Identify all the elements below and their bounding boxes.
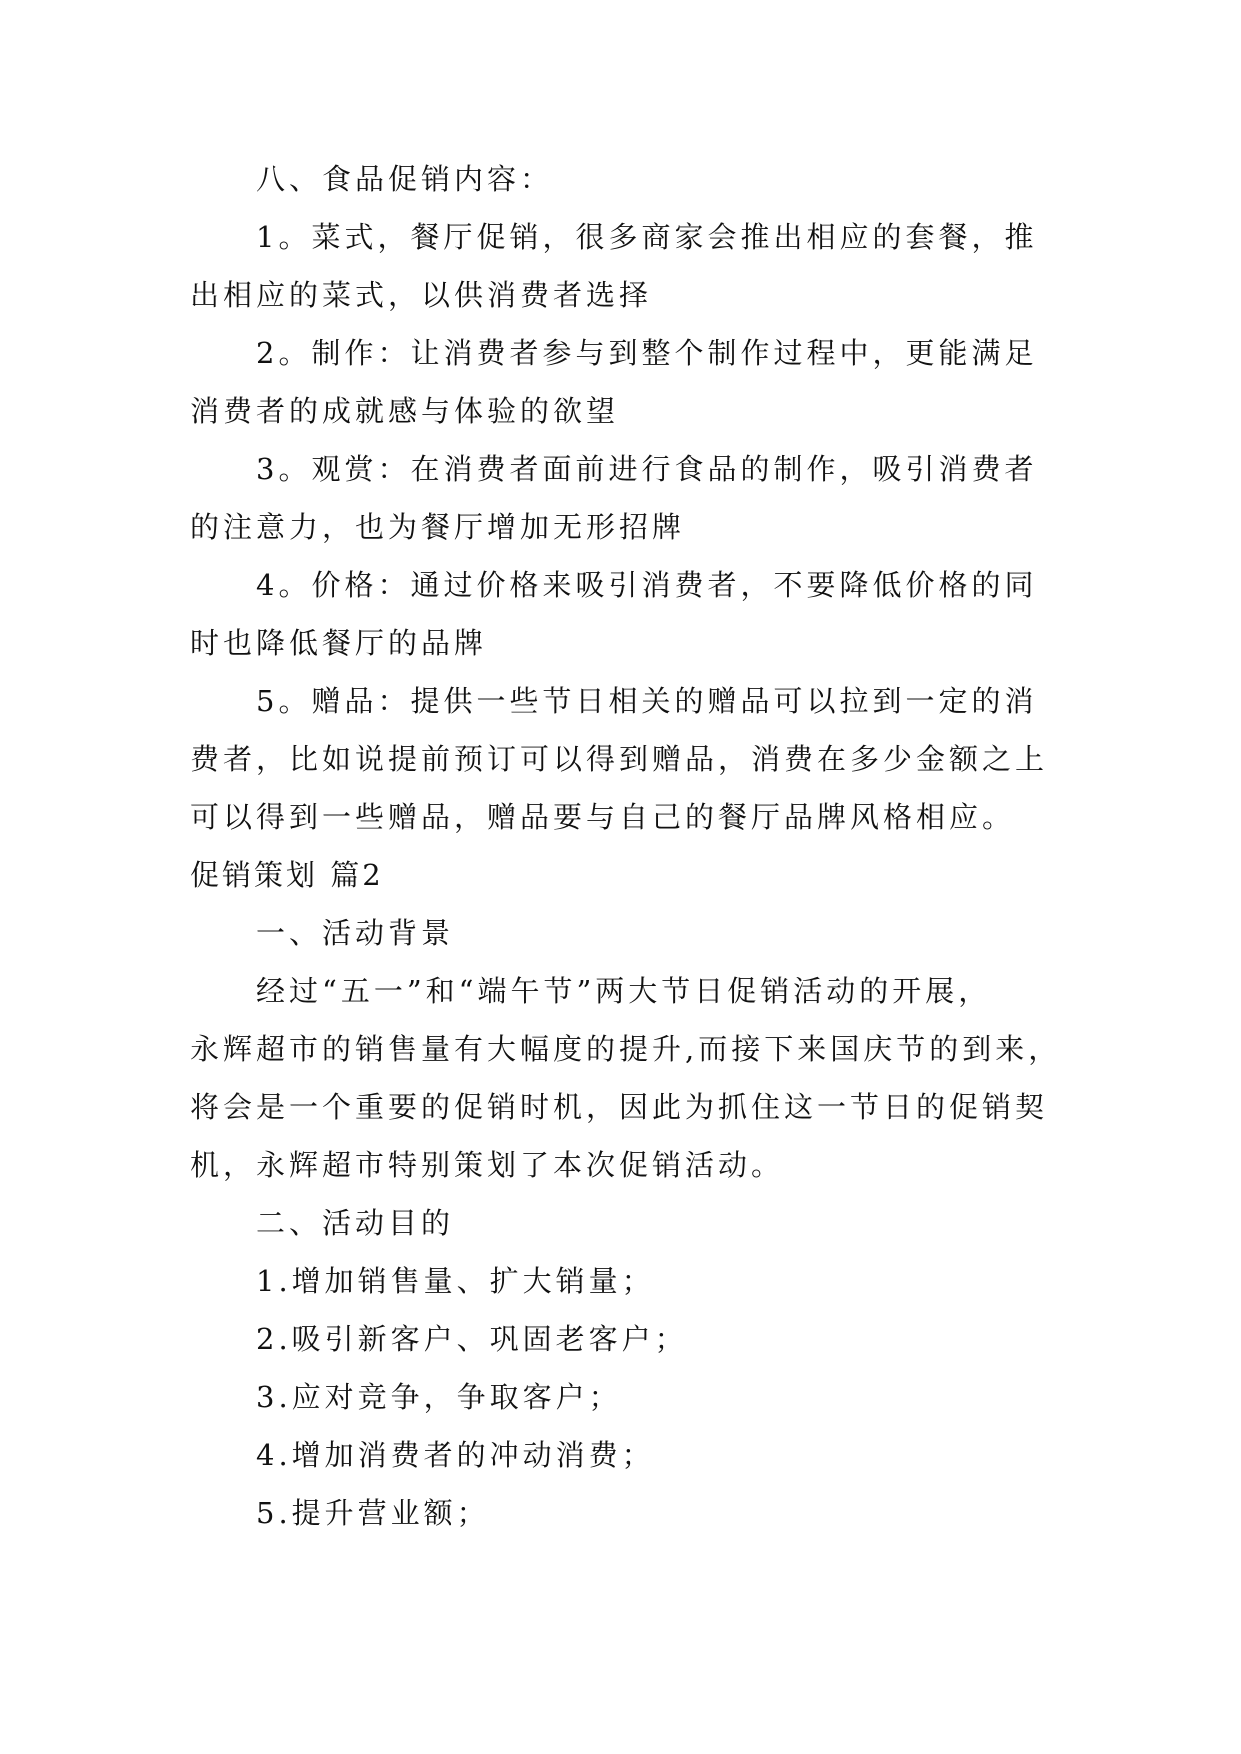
- part-heading: 促销策划 篇2: [190, 858, 384, 892]
- paragraph-line: 5。赠品：提供一些节日相关的赠品可以拉到一定的消: [256, 684, 1038, 718]
- paragraph-line: 2。制作：让消费者参与到整个制作过程中，更能满足: [256, 336, 1038, 370]
- list-item: 3.应对竞争，争取客户；: [256, 1380, 622, 1414]
- paragraph-line: 可以得到一些赠品，赠品要与自己的餐厅品牌风格相应。: [190, 800, 1016, 834]
- paragraph-line: 1。菜式，餐厅促销，很多商家会推出相应的套餐，推: [256, 220, 1038, 254]
- paragraph-line: 4。价格：通过价格来吸引消费者，不要降低价格的同: [256, 568, 1038, 602]
- paragraph-line: 费者，比如说提前预订可以得到赠品，消费在多少金额之上: [190, 742, 1049, 776]
- paragraph-line: 机，永辉超市特别策划了本次促销活动。: [190, 1148, 785, 1182]
- list-item: 1.增加销售量、扩大销量；: [256, 1264, 655, 1298]
- paragraph-line: 消费者的成就感与体验的欲望: [190, 394, 620, 428]
- paragraph-line: 经过“五一”和“端午节”两大节日促销活动的开展，: [256, 974, 992, 1008]
- list-item: 5.提升营业额；: [256, 1496, 490, 1530]
- paragraph-line: 的注意力，也为餐厅增加无形招牌: [190, 510, 686, 544]
- paragraph-line: 时也降低餐厅的品牌: [190, 626, 488, 660]
- list-item: 4.增加消费者的冲动消费；: [256, 1438, 655, 1472]
- section-heading-purpose: 二、活动目的: [256, 1206, 455, 1240]
- paragraph-line: 将会是一个重要的促销时机，因此为抓住这一节日的促销契: [190, 1090, 1049, 1124]
- paragraph-line: 永辉超市的销售量有大幅度的提升,而接下来国庆节的到来，: [190, 1032, 1062, 1066]
- list-item: 2.吸引新客户、巩固老客户；: [256, 1322, 688, 1356]
- paragraph-line: 出相应的菜式，以供消费者选择: [190, 278, 653, 312]
- section-heading-food-promotion: 八、食品促销内容：: [256, 162, 554, 196]
- paragraph-line: 3。观赏：在消费者面前进行食品的制作，吸引消费者: [256, 452, 1038, 486]
- document-body: [190, 150, 1060, 1542]
- section-heading-background: 一、活动背景: [256, 916, 455, 950]
